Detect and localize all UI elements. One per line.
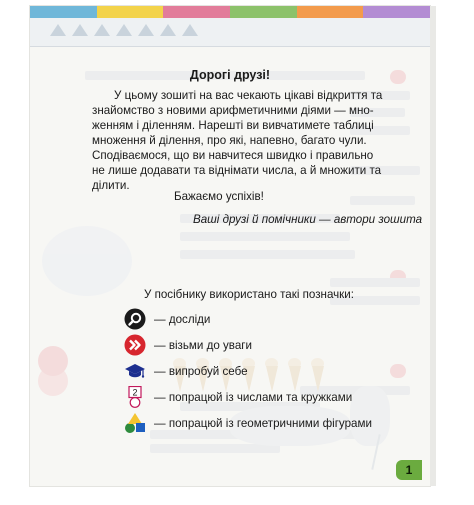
legend-item <box>124 384 384 410</box>
page-number: 1 <box>396 460 422 480</box>
wish-text: Бажаємо успіхів! <box>174 190 264 203</box>
legend-item <box>124 410 384 436</box>
header-strip <box>30 18 430 47</box>
color-band <box>30 6 430 18</box>
intro-line: не лише додавати та віднімати числа, а й множити та <box>92 164 382 177</box>
page-edge <box>430 6 436 486</box>
greeting-title: Дорогі друзі! <box>189 68 271 82</box>
graduation-cap-icon <box>124 360 146 382</box>
intro-line: Сподіваємося, що ви навчитеся швидко і правильно <box>92 149 374 162</box>
double-chevron-icon <box>124 334 146 356</box>
intro-line: знайомство з новими арифметичними діями — мно- <box>92 104 374 117</box>
shapes-icon <box>124 412 146 434</box>
magnifier-icon <box>124 308 146 330</box>
legend-item <box>124 332 384 358</box>
legend-item <box>124 358 384 384</box>
legend-label: — попрацюй із геометричними фігурами <box>154 416 372 430</box>
number-circles-icon <box>124 386 146 408</box>
legend-item <box>124 306 384 332</box>
intro-line: ділити. <box>92 179 130 192</box>
legend-label: — попрацюй із числами та кружками <box>154 390 353 404</box>
intro-line: множення й ділення, про які, напевно, багато чули. <box>92 134 367 147</box>
legend-label: — візьми до уваги <box>154 338 252 352</box>
number-digit: 2 <box>132 387 138 398</box>
intro-paragraph <box>92 88 396 193</box>
legend-list <box>124 306 384 436</box>
workbook-page <box>30 6 430 486</box>
intro-line: женням і діленням. Нарешті ви вивчатимете таблиці <box>92 119 374 132</box>
intro-line: У цьому зошиті на вас чекають цікаві відкриття та <box>114 89 383 102</box>
signature: Ваші друзі й помічники — автори зошита <box>193 213 423 226</box>
legend-label: — випробуй себе <box>154 364 248 378</box>
legend-intro: У посібнику використано такі позначки: <box>144 288 354 301</box>
legend-label: — досліди <box>154 312 211 326</box>
